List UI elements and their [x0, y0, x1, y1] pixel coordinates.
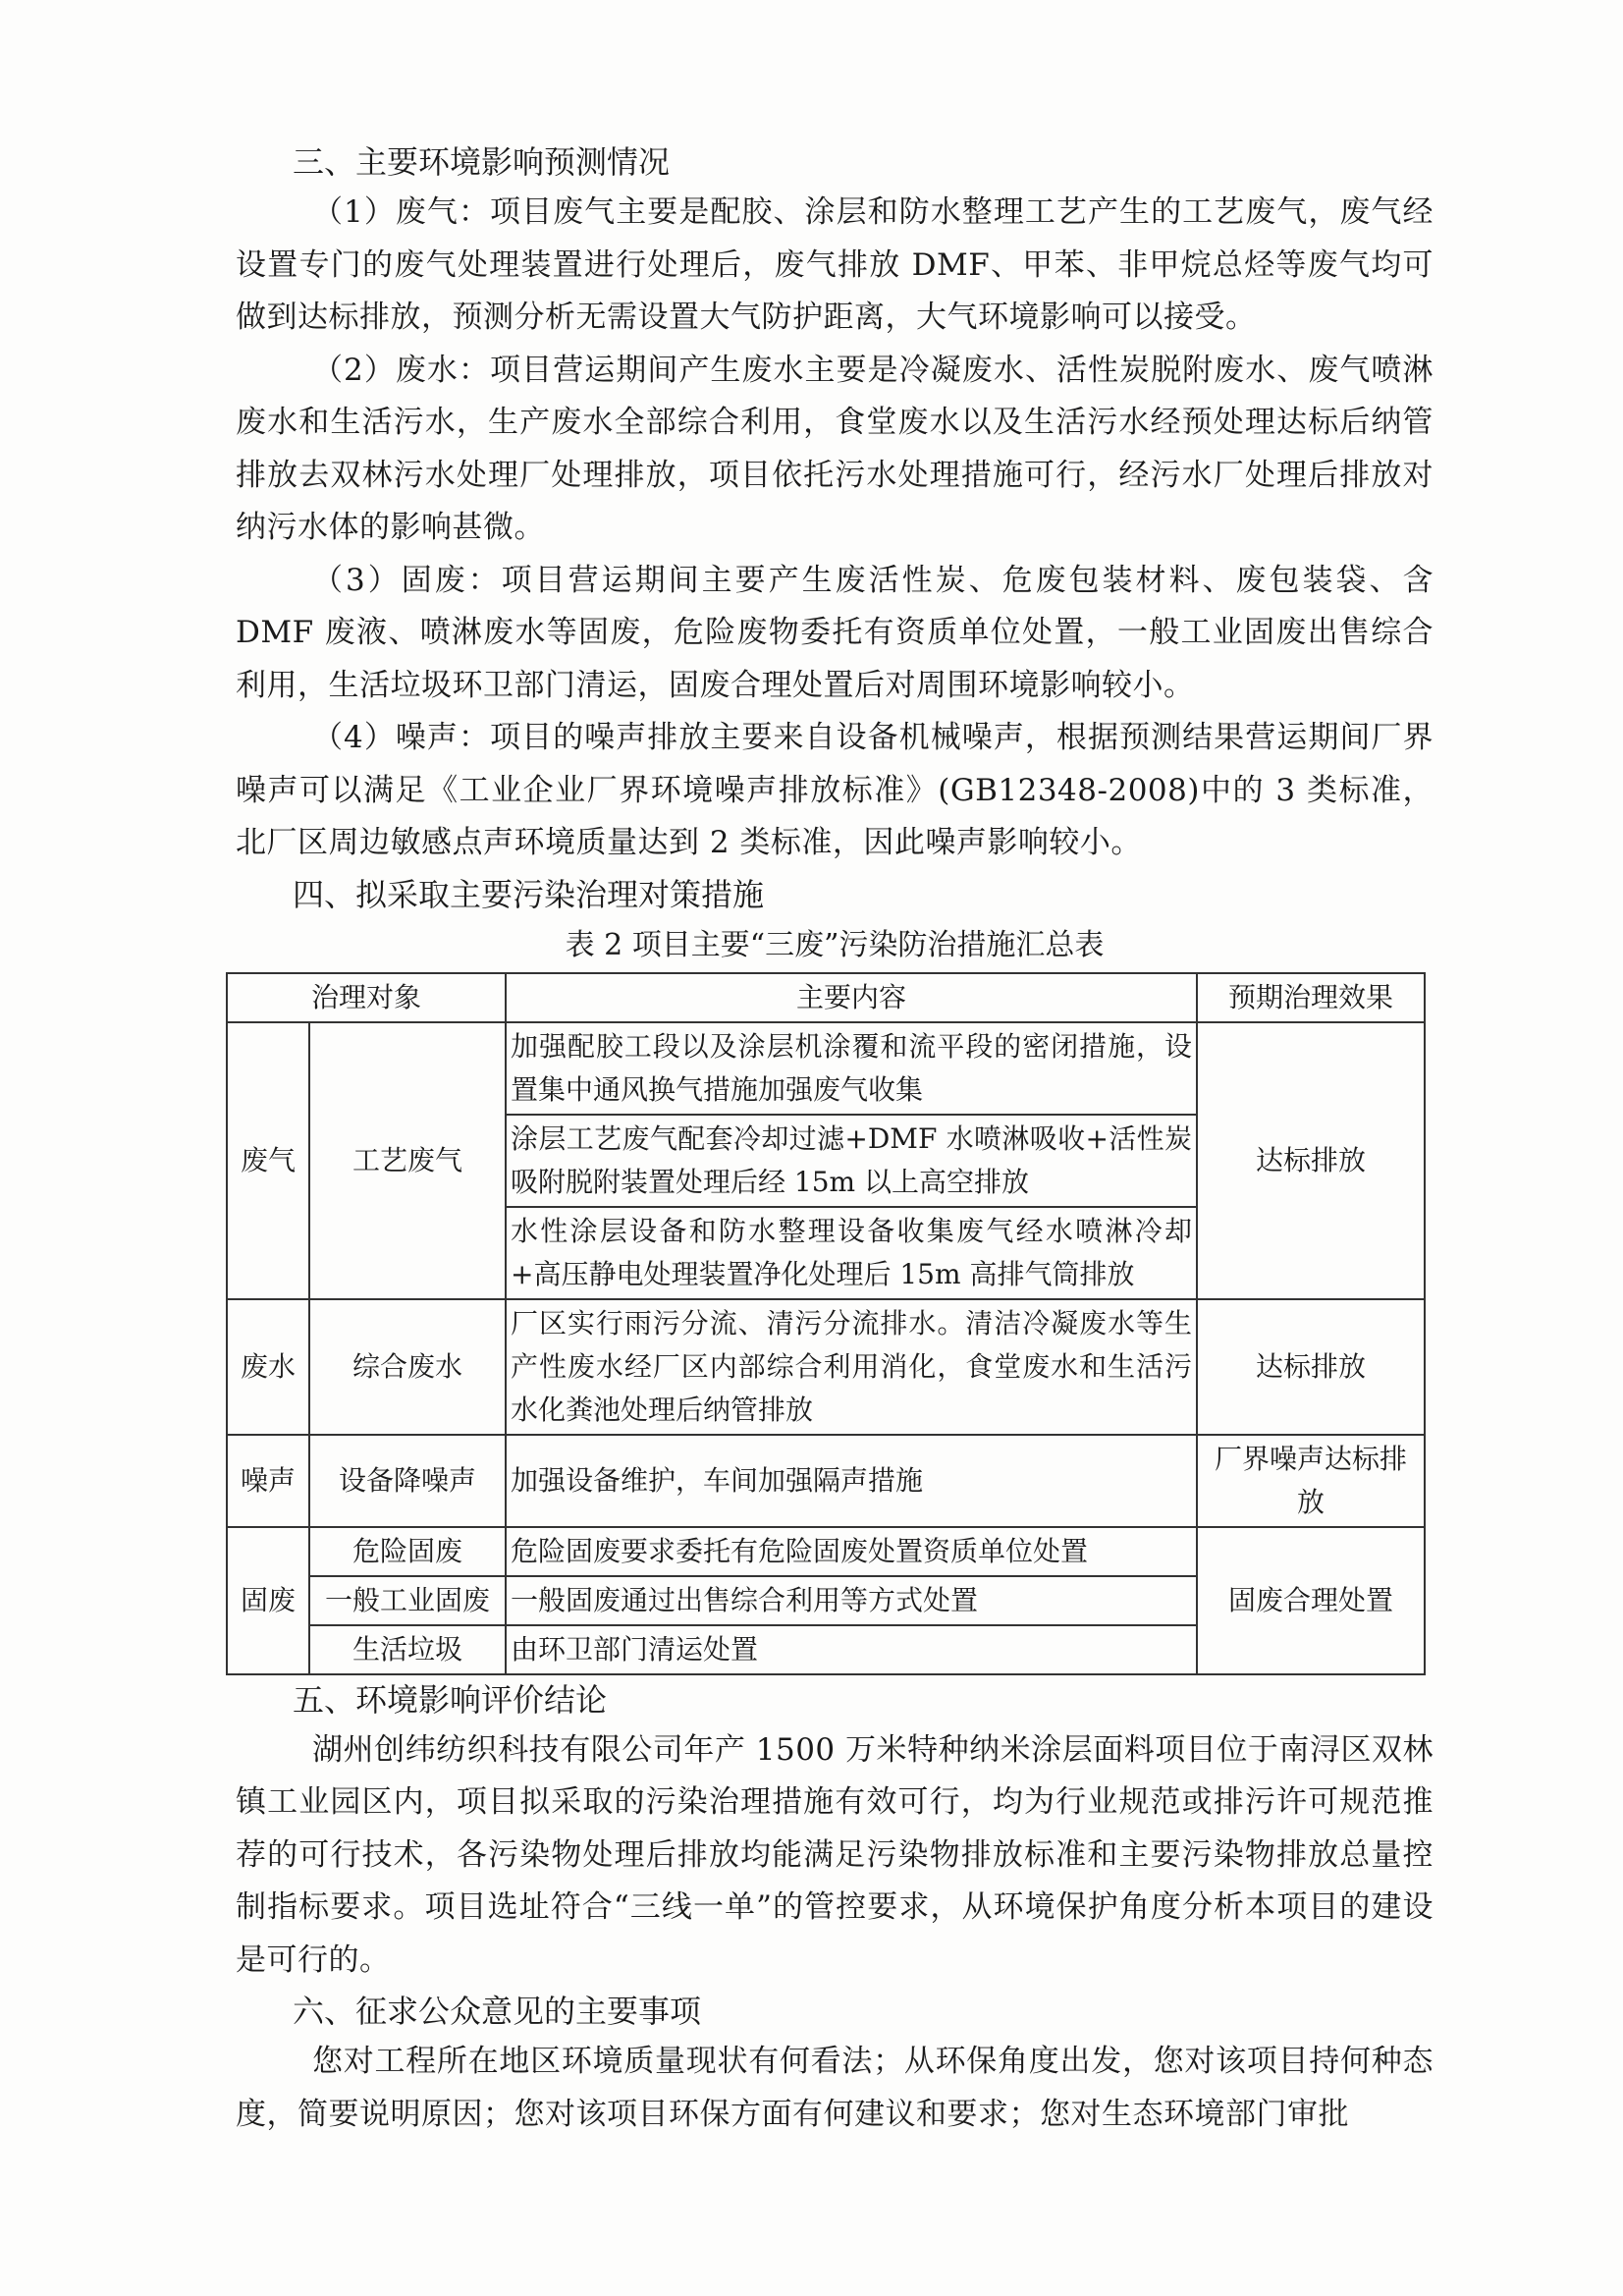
category-solid-waste: 固废 [227, 1527, 309, 1674]
header-content: 主要内容 [506, 973, 1197, 1022]
sub-combined-water: 综合废水 [309, 1299, 506, 1435]
content-gas-3: 水性涂层设备和防水整理设备收集废气经水喷淋冷却+高压静电处理装置净化处理后 15m 高排气筒排放 [506, 1207, 1197, 1299]
content-general-industrial: 一般固废通过出售综合利用等方式处置 [506, 1576, 1197, 1625]
waste-gas-paragraph: （1）废气：项目废气主要是配胶、涂层和防水整理工艺产生的工艺废气，废气经设置专门的废气处理装置进行处理后，废气排放 DMF、甲苯、非甲烷总烃等废气均可做到达标排放，预测分析无需设置大气防护距离，大气环境影响可以接受。 [236, 194, 1434, 335]
section-6-heading: 六、征求公众意见的主要事项 [293, 1993, 702, 2030]
sub-domestic-garbage: 生活垃圾 [309, 1625, 506, 1674]
category-waste-gas: 废气 [227, 1022, 309, 1299]
effect-waste-gas: 达标排放 [1197, 1022, 1425, 1299]
public-opinion-paragraph: 您对工程所在地区环境质量现状有何看法；从环保角度出发，您对该项目持何种态度，简要说明原因；您对该项目环保方面有何建议和要求；您对生态环境部门审批 [236, 2044, 1434, 2132]
section-3-heading: 三、主要环境影响预测情况 [293, 143, 671, 181]
content-domestic-garbage: 由环卫部门清运处置 [506, 1625, 1197, 1674]
effect-solid-waste: 固废合理处置 [1197, 1527, 1425, 1674]
sub-equipment-noise: 设备降噪声 [309, 1435, 506, 1527]
content-gas-1: 加强配胶工段以及涂层机涂覆和流平段的密闭措施，设置集中通风换气措施加强废气收集 [506, 1022, 1197, 1115]
sub-process-gas: 工艺废气 [309, 1022, 506, 1299]
table-row [227, 1022, 1425, 1115]
noise-paragraph: （4）噪声：项目的噪声排放主要来自设备机械噪声，根据预测结果营运期间厂界噪声可以满足《工业企业厂界环境噪声排放标准》(GB12348-2008)中的 3 类标准，北厂区周边敏感点声环境质量达到 2 类标准，因此噪声影响较小。 [236, 720, 1434, 860]
section-4-heading: 四、拟采取主要污染治理对策措施 [293, 875, 765, 913]
document-body [236, 137, 1434, 2141]
content-hazardous: 危险固废要求委托有危险固废处置资质单位处置 [506, 1527, 1197, 1576]
content-noise: 加强设备维护，车间加强隔声措施 [506, 1435, 1197, 1527]
content-gas-2: 涂层工艺废气配套冷却过滤+DMF 水喷淋吸收+活性炭吸附脱附装置处理后经 15m 以上高空排放 [506, 1115, 1197, 1207]
sub-general-industrial: 一般工业固废 [309, 1576, 506, 1625]
category-noise: 噪声 [227, 1435, 309, 1527]
sub-hazardous: 危险固废 [309, 1527, 506, 1576]
table-row [227, 1527, 1425, 1576]
table-header-row [227, 973, 1425, 1022]
category-waste-water: 废水 [227, 1299, 309, 1435]
table-caption: 表 2 项目主要“三废”污染防治措施汇总表 [565, 927, 1105, 962]
table-row [227, 1435, 1425, 1527]
header-target: 治理对象 [227, 973, 506, 1022]
header-effect: 预期治理效果 [1197, 973, 1425, 1022]
section-5-heading: 五、环境影响评价结论 [293, 1680, 608, 1719]
table-row [227, 1299, 1425, 1435]
waste-water-paragraph: （2）废水：项目营运期间产生废水主要是冷凝废水、活性炭脱附废水、废气喷淋废水和生活污水，生产废水全部综合利用，食堂废水以及生活污水经预处理达标后纳管排放去双林污水处理厂处理排放，项目依托污水处理措施可行，经污水厂处理后排放对纳污水体的影响甚微。 [236, 352, 1434, 545]
conclusion-paragraph: 湖州创纬纺织科技有限公司年产 1500 万米特种纳米涂层面料项目位于南浔区双林镇工业园区内，项目拟采取的污染治理措施有效可行，均为行业规范或排污许可规范推荐的可行技术，各污染物处理后排放均能满足污染物排放标准和主要污染物排放总量控制指标要求。项目选址符合“三线一单”的管控要求，从环境保护角度分析本项目的建设是可行的。 [236, 1731, 1434, 1978]
solid-waste-paragraph: （3）固废：项目营运期间主要产生废活性炭、危废包装材料、废包装袋、含 DMF 废液、喷淋废水等固废，危险废物委托有资质单位处置，一般工业固废出售综合利用，生活垃圾环卫部门清运，固废合理处置后对周围环境影响较小。 [236, 562, 1434, 703]
effect-noise: 厂界噪声达标排放 [1197, 1435, 1425, 1527]
effect-waste-water: 达标排放 [1197, 1299, 1425, 1435]
pollution-measures-table [226, 972, 1426, 1675]
content-water: 厂区实行雨污分流、清污分流排水。清洁冷凝废水等生产性废水经厂区内部综合利用消化，食堂废水和生活污水化粪池处理后纳管排放 [506, 1299, 1197, 1435]
